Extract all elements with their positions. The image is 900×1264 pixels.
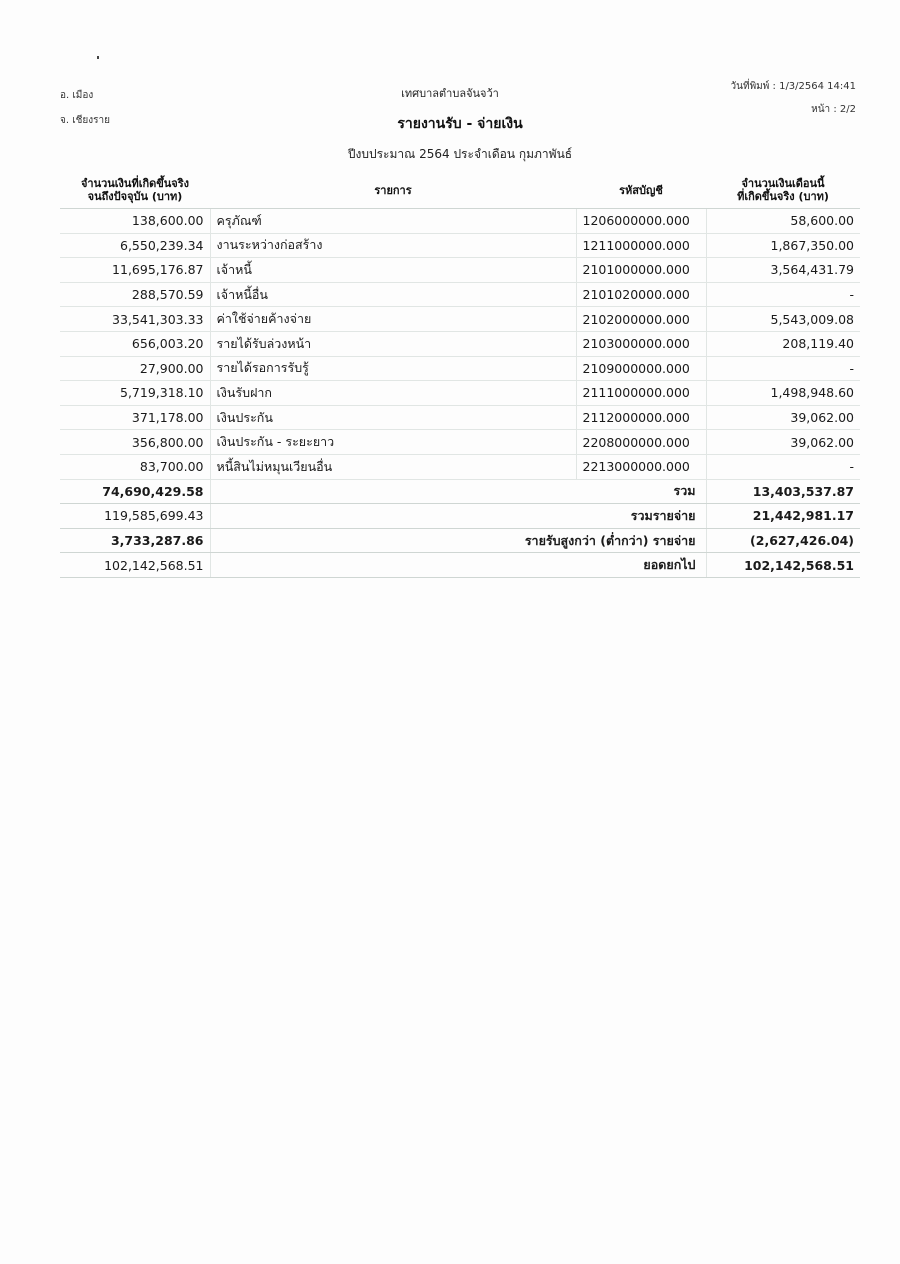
description-cell: รายได้รอการรับรู้ — [210, 356, 576, 381]
total-month-amount: 102,142,568.51 — [706, 553, 860, 578]
table-row — [60, 405, 860, 430]
ytd-amount-cell: 6,550,239.34 — [60, 233, 210, 258]
month-amount-cell: 3,564,431.79 — [706, 258, 860, 283]
description-cell: รายได้รับล่วงหน้า — [210, 331, 576, 356]
ytd-amount-cell: 371,178.00 — [60, 405, 210, 430]
month-amount-cell: 208,119.40 — [706, 331, 860, 356]
total-label: ยอดยกไป — [210, 553, 706, 578]
total-row — [60, 553, 860, 578]
ytd-amount-cell: 288,570.59 — [60, 282, 210, 307]
account-code-cell: 2103000000.000 — [576, 331, 706, 356]
account-code-cell: 2101020000.000 — [576, 282, 706, 307]
month-amount-cell: 5,543,009.08 — [706, 307, 860, 332]
account-code-cell: 2109000000.000 — [576, 356, 706, 381]
header-month-line2: ที่เกิดขึ้นจริง (บาท) — [737, 190, 829, 203]
account-code-cell: 1211000000.000 — [576, 233, 706, 258]
total-ytd-amount: 102,142,568.51 — [60, 553, 210, 578]
ytd-amount-cell: 83,700.00 — [60, 454, 210, 479]
table-row — [60, 209, 860, 234]
total-month-amount: (2,627,426.04) — [706, 528, 860, 553]
ytd-amount-cell: 27,900.00 — [60, 356, 210, 381]
ytd-amount-cell: 33,541,303.33 — [60, 307, 210, 332]
page-number: หน้า : 2/2 — [811, 104, 856, 115]
description-cell: ค่าใช้จ่ายค้างจ่าย — [210, 307, 576, 332]
table-row — [60, 282, 860, 307]
header-description: รายการ — [210, 172, 576, 209]
ytd-amount-cell: 656,003.20 — [60, 331, 210, 356]
ytd-amount-cell: 356,800.00 — [60, 430, 210, 455]
header-month-amount — [706, 172, 860, 209]
table-row — [60, 430, 860, 455]
table-row — [60, 381, 860, 406]
total-row — [60, 528, 860, 553]
month-amount-cell: - — [706, 454, 860, 479]
total-month-amount: 13,403,537.87 — [706, 479, 860, 504]
month-amount-cell: 1,867,350.00 — [706, 233, 860, 258]
ytd-amount-cell: 138,600.00 — [60, 209, 210, 234]
province-label: จ. เชียงราย — [60, 115, 111, 126]
total-month-amount: 21,442,981.17 — [706, 504, 860, 529]
organization-name: เทศบาลตำบลจันจว้า — [401, 87, 499, 100]
header-account-code: รหัสบัญชี — [576, 172, 706, 209]
table-row — [60, 331, 860, 356]
district-label: อ. เมือง — [60, 90, 94, 101]
scan-mark — [97, 56, 99, 59]
account-code-cell: 2101000000.000 — [576, 258, 706, 283]
description-cell: เจ้าหนี้ — [210, 258, 576, 283]
ytd-amount-cell: 11,695,176.87 — [60, 258, 210, 283]
table-row — [60, 307, 860, 332]
description-cell: เงินประกัน — [210, 405, 576, 430]
month-amount-cell: 39,062.00 — [706, 430, 860, 455]
table-row — [60, 454, 860, 479]
header-ytd-line2: จนถึงปัจจุบัน (บาท) — [87, 190, 183, 203]
description-cell: หนี้สินไม่หมุนเวียนอื่น — [210, 454, 576, 479]
account-code-cell: 2102000000.000 — [576, 307, 706, 332]
total-label: รวมรายจ่าย — [210, 504, 706, 529]
account-code-cell: 2208000000.000 — [576, 430, 706, 455]
total-row — [60, 479, 860, 504]
table-body — [60, 209, 860, 578]
header-ytd-amount — [60, 172, 210, 209]
account-code-cell: 2111000000.000 — [576, 381, 706, 406]
month-amount-cell: - — [706, 356, 860, 381]
month-amount-cell: 58,600.00 — [706, 209, 860, 234]
header-month-line1: จำนวนเงินเดือนนี้ — [741, 177, 825, 190]
account-code-cell: 2213000000.000 — [576, 454, 706, 479]
description-cell: เจ้าหนี้อื่น — [210, 282, 576, 307]
total-ytd-amount: 119,585,699.43 — [60, 504, 210, 529]
receipts-payments-table — [60, 172, 860, 578]
total-label: รวม — [210, 479, 706, 504]
total-ytd-amount: 3,733,287.86 — [60, 528, 210, 553]
report-subtitle: ปีงบประมาณ 2564 ประจำเดือน กุมภาพันธ์ — [347, 147, 573, 161]
month-amount-cell: - — [706, 282, 860, 307]
description-cell: เงินรับฝาก — [210, 381, 576, 406]
total-row — [60, 504, 860, 529]
account-code-cell: 1206000000.000 — [576, 209, 706, 234]
account-code-cell: 2112000000.000 — [576, 405, 706, 430]
month-amount-cell: 39,062.00 — [706, 405, 860, 430]
description-cell: เงินประกัน - ระยะยาว — [210, 430, 576, 455]
table-row — [60, 233, 860, 258]
header-ytd-line1: จำนวนเงินที่เกิดขึ้นจริง — [80, 177, 190, 190]
total-label: รายรับสูงกว่า (ต่ำกว่า) รายจ่าย — [210, 528, 706, 553]
month-amount-cell: 1,498,948.60 — [706, 381, 860, 406]
description-cell: ครุภัณฑ์ — [210, 209, 576, 234]
table-row — [60, 258, 860, 283]
total-ytd-amount: 74,690,429.58 — [60, 479, 210, 504]
print-date: วันที่พิมพ์ : 1/3/2564 14:41 — [730, 81, 856, 92]
ytd-amount-cell: 5,719,318.10 — [60, 381, 210, 406]
description-cell: งานระหว่างก่อสร้าง — [210, 233, 576, 258]
table-row — [60, 356, 860, 381]
table-header-row — [60, 172, 860, 209]
report-title: รายงานรับ - จ่ายเงิน — [397, 116, 523, 132]
